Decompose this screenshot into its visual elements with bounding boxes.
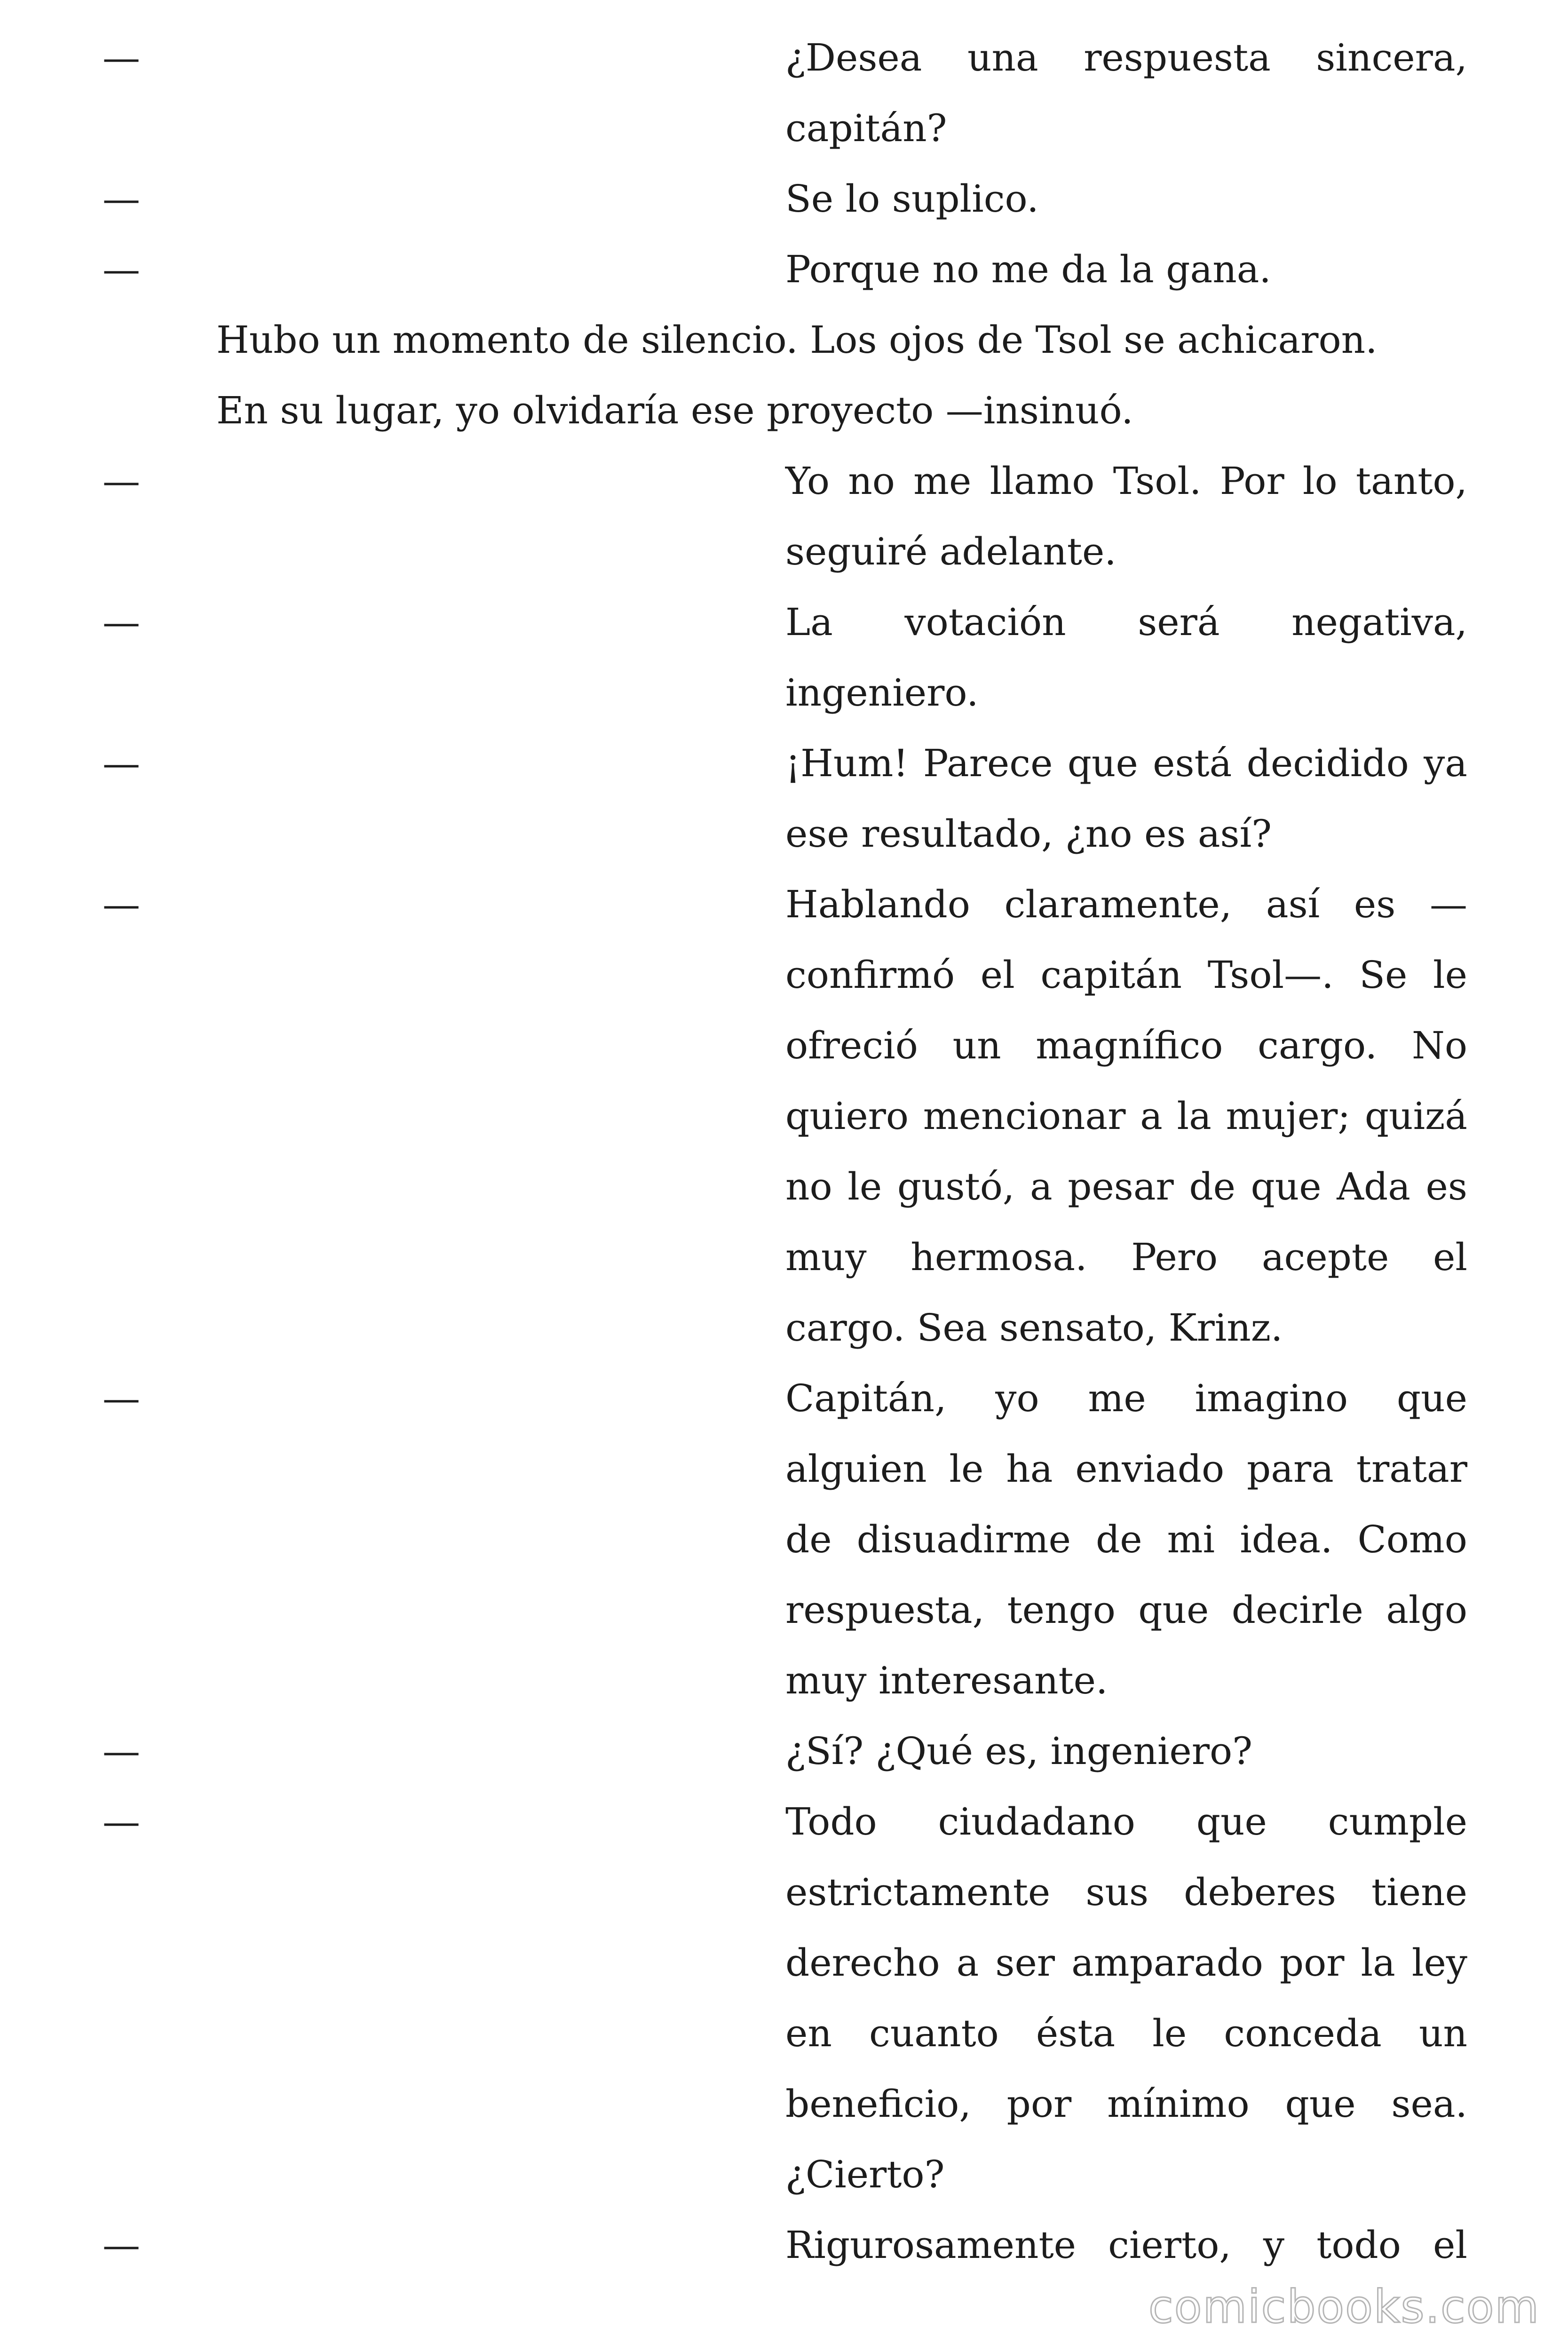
text-line xyxy=(0,728,1568,799)
dialogue-text xyxy=(785,1434,1467,1504)
word: ser xyxy=(995,1941,1055,1985)
word: en xyxy=(785,2011,832,2055)
word: claramente, xyxy=(1004,882,1232,926)
text-line xyxy=(0,2069,1568,2139)
dialogue-dash: — xyxy=(103,600,140,644)
dialogue-text xyxy=(785,1081,1467,1152)
dialogue-text xyxy=(785,869,1467,940)
word: disuadirme xyxy=(856,1518,1071,1561)
word: No xyxy=(1411,1024,1467,1067)
dialogue-text xyxy=(785,1575,1467,1645)
word: mi xyxy=(1167,1518,1215,1561)
text-line xyxy=(0,799,1568,869)
text-line xyxy=(0,305,1568,375)
word: tiene xyxy=(1371,1870,1467,1914)
dialogue-text xyxy=(785,728,1467,799)
dialogue-dash: — xyxy=(103,459,140,503)
word: imagino xyxy=(1195,1376,1348,1420)
word: a xyxy=(1140,1094,1163,1138)
word: decirle xyxy=(1231,1588,1363,1632)
word: estrictamente xyxy=(785,1870,1051,1914)
dialogue-text: muy interesante. xyxy=(785,1659,1108,1702)
word: votación xyxy=(904,600,1066,644)
word: cuanto xyxy=(869,2011,999,2055)
word: ¡Hum! xyxy=(785,741,909,785)
text-line xyxy=(0,658,1568,728)
text-line xyxy=(0,1857,1568,1928)
word: es xyxy=(1354,882,1396,926)
dialogue-text xyxy=(785,940,1467,1010)
dialogue-text: Se lo suplico. xyxy=(785,177,1039,221)
word: a xyxy=(956,1941,979,1985)
word: capitán xyxy=(1040,953,1182,997)
dialogue-text xyxy=(785,1787,1467,1857)
word: Por xyxy=(1220,459,1284,503)
text-line xyxy=(0,446,1568,516)
dialogue-text xyxy=(785,1504,1467,1575)
word: respuesta, xyxy=(785,1588,985,1632)
narration-text: Hubo un momento de silencio. Los ojos de Tsol se achicaron. xyxy=(216,318,1378,362)
word: sus xyxy=(1085,1870,1149,1914)
word: Pero xyxy=(1131,1235,1218,1279)
word: le xyxy=(847,1165,882,1208)
text-line xyxy=(0,1787,1568,1857)
word: ciudadano xyxy=(938,1800,1135,1843)
text-line xyxy=(0,1928,1568,1998)
word: enviado xyxy=(1075,1447,1225,1491)
text-line xyxy=(0,1716,1568,1787)
word: tratar xyxy=(1356,1447,1467,1491)
word: tanto, xyxy=(1355,459,1467,503)
word: quiero xyxy=(785,1094,909,1138)
word: idea. xyxy=(1240,1518,1333,1561)
watermark: comicbooks.com xyxy=(1148,2280,1540,2333)
word: Tsol. xyxy=(1113,459,1202,503)
word: la xyxy=(1177,1094,1212,1138)
text-line xyxy=(0,1645,1568,1716)
word: algo xyxy=(1386,1588,1467,1632)
word: decidido xyxy=(1246,741,1409,785)
word: Todo xyxy=(785,1800,877,1843)
text-line xyxy=(0,93,1568,164)
word: para xyxy=(1247,1447,1334,1491)
word: le xyxy=(1433,953,1467,997)
text-line xyxy=(0,234,1568,305)
text-line xyxy=(0,2210,1568,2280)
word: ha xyxy=(1006,1447,1053,1491)
dialogue-text: Porque no me da la gana. xyxy=(785,247,1271,291)
word: el xyxy=(1433,1235,1467,1279)
dialogue-text xyxy=(785,23,1467,93)
word: ley xyxy=(1411,1941,1467,1985)
word: que xyxy=(1396,1376,1467,1420)
word: negativa, xyxy=(1291,600,1467,644)
dialogue-text xyxy=(785,1010,1467,1081)
word: conceda xyxy=(1224,2011,1382,2055)
word: cargo. xyxy=(1258,1024,1378,1067)
dialogue-dash: — xyxy=(103,1800,140,1843)
word: Yo xyxy=(785,459,830,503)
word: cierto, xyxy=(1108,2223,1231,2267)
dialogue-text: capitán? xyxy=(785,106,947,150)
word: a xyxy=(1029,1165,1053,1208)
word: Como xyxy=(1357,1518,1467,1561)
text-line xyxy=(0,587,1568,658)
dialogue-text xyxy=(785,1998,1467,2069)
word: respuesta xyxy=(1084,36,1271,79)
word: La xyxy=(785,600,833,644)
word: llamo xyxy=(990,459,1095,503)
word: y xyxy=(1263,2223,1285,2267)
dialogue-dash: — xyxy=(103,2223,140,2267)
word: me xyxy=(1088,1376,1146,1420)
word: no xyxy=(785,1165,832,1208)
text-line xyxy=(0,2139,1568,2210)
dialogue-dash: — xyxy=(103,1376,140,1420)
dialogue-dash: — xyxy=(103,1729,140,1773)
word: mínimo xyxy=(1107,2082,1250,2126)
word: Se xyxy=(1359,953,1408,997)
word: pesar xyxy=(1068,1165,1174,1208)
text-line xyxy=(0,1222,1568,1293)
word: Hablando xyxy=(785,882,970,926)
dialogue-text xyxy=(785,1363,1467,1434)
word: por xyxy=(1006,2082,1072,2126)
dialogue-dash: — xyxy=(103,741,140,785)
text-line xyxy=(0,1363,1568,1434)
dialogue-text xyxy=(785,1222,1467,1293)
word: de xyxy=(1189,1165,1235,1208)
text-line xyxy=(0,1504,1568,1575)
word: ¿Desea xyxy=(785,36,922,79)
text-line xyxy=(0,1998,1568,2069)
dialogue-text xyxy=(785,2069,1467,2139)
word: el xyxy=(1433,2223,1467,2267)
dialogue-text xyxy=(785,1152,1467,1222)
word: mujer; xyxy=(1226,1094,1351,1138)
word: hermosa. xyxy=(911,1235,1087,1279)
text-line xyxy=(0,516,1568,587)
word: le xyxy=(949,1447,984,1491)
word: sea. xyxy=(1391,2082,1467,2126)
dialogue-dash: — xyxy=(103,247,140,291)
word: magnífico xyxy=(1036,1024,1223,1067)
word: ésta xyxy=(1036,2011,1116,2055)
text-line xyxy=(0,1010,1568,1081)
word: tengo xyxy=(1007,1588,1116,1632)
word: que xyxy=(1196,1800,1267,1843)
word: que xyxy=(1285,2082,1356,2126)
word: Rigurosamente xyxy=(785,2223,1076,2267)
word: Ada xyxy=(1337,1165,1410,1208)
word: que xyxy=(1067,741,1138,785)
word: — xyxy=(1429,882,1467,926)
word: gustó, xyxy=(897,1165,1015,1208)
word: le xyxy=(1152,2011,1187,2055)
word: así xyxy=(1266,882,1320,926)
dialogue-text: ¿Cierto? xyxy=(785,2153,945,2196)
word: deberes xyxy=(1184,1870,1336,1914)
word: por xyxy=(1279,1941,1345,1985)
word: el xyxy=(980,953,1015,997)
word: acepte xyxy=(1261,1235,1389,1279)
word: que xyxy=(1251,1165,1322,1208)
dialogue-dash: — xyxy=(103,36,140,79)
word: una xyxy=(967,36,1038,79)
word: que xyxy=(1138,1588,1209,1632)
word: no xyxy=(848,459,895,503)
word: lo xyxy=(1302,459,1338,503)
text-line xyxy=(0,869,1568,940)
text-line xyxy=(0,1152,1568,1222)
word: Capitán, xyxy=(785,1376,947,1420)
dialogue-text xyxy=(785,1928,1467,1998)
word: de xyxy=(785,1518,832,1561)
dialogue-text xyxy=(785,587,1467,658)
word: de xyxy=(1096,1518,1142,1561)
word: Parece xyxy=(923,741,1053,785)
text-line xyxy=(0,23,1568,93)
text-line xyxy=(0,1081,1568,1152)
word: un xyxy=(1418,2011,1467,2055)
word: confirmó xyxy=(785,953,955,997)
dialogue-text xyxy=(785,2210,1467,2280)
word: será xyxy=(1138,600,1220,644)
dialogue-dash: — xyxy=(103,882,140,926)
word: ofreció xyxy=(785,1024,918,1067)
word: me xyxy=(913,459,972,503)
dialogue-dash: — xyxy=(103,177,140,221)
word: todo xyxy=(1316,2223,1401,2267)
text-line xyxy=(0,940,1568,1010)
text-line xyxy=(0,1293,1568,1363)
word: beneficio, xyxy=(785,2082,971,2126)
dialogue-text: seguiré adelante. xyxy=(785,530,1117,573)
word: yo xyxy=(995,1376,1039,1420)
dialogue-text: cargo. Sea sensato, Krinz. xyxy=(785,1306,1283,1350)
word: ya xyxy=(1424,741,1467,785)
dialogue-text: ingeniero. xyxy=(785,671,979,715)
text-line xyxy=(0,375,1568,446)
word: mencionar xyxy=(923,1094,1126,1138)
dialogue-text: ese resultado, ¿no es así? xyxy=(785,812,1272,856)
word: muy xyxy=(785,1235,867,1279)
text-line xyxy=(0,1575,1568,1645)
dialogue-text xyxy=(785,1857,1467,1928)
text-line xyxy=(0,164,1568,234)
word: está xyxy=(1153,741,1232,785)
word: alguien xyxy=(785,1447,927,1491)
word: la xyxy=(1361,1941,1395,1985)
text-line xyxy=(0,1434,1568,1504)
dialogue-text: ¿Sí? ¿Qué es, ingeniero? xyxy=(785,1729,1253,1773)
word: sincera, xyxy=(1316,36,1467,79)
word: amparado xyxy=(1071,1941,1263,1985)
word: quizá xyxy=(1364,1094,1467,1138)
narration-text: En su lugar, yo olvidaría ese proyecto —insinuó. xyxy=(216,389,1133,432)
word: cumple xyxy=(1328,1800,1467,1843)
dialogue-text xyxy=(785,446,1467,516)
word: un xyxy=(952,1024,1001,1067)
word: Tsol—. xyxy=(1207,953,1334,997)
word: es xyxy=(1425,1165,1467,1208)
word: derecho xyxy=(785,1941,940,1985)
